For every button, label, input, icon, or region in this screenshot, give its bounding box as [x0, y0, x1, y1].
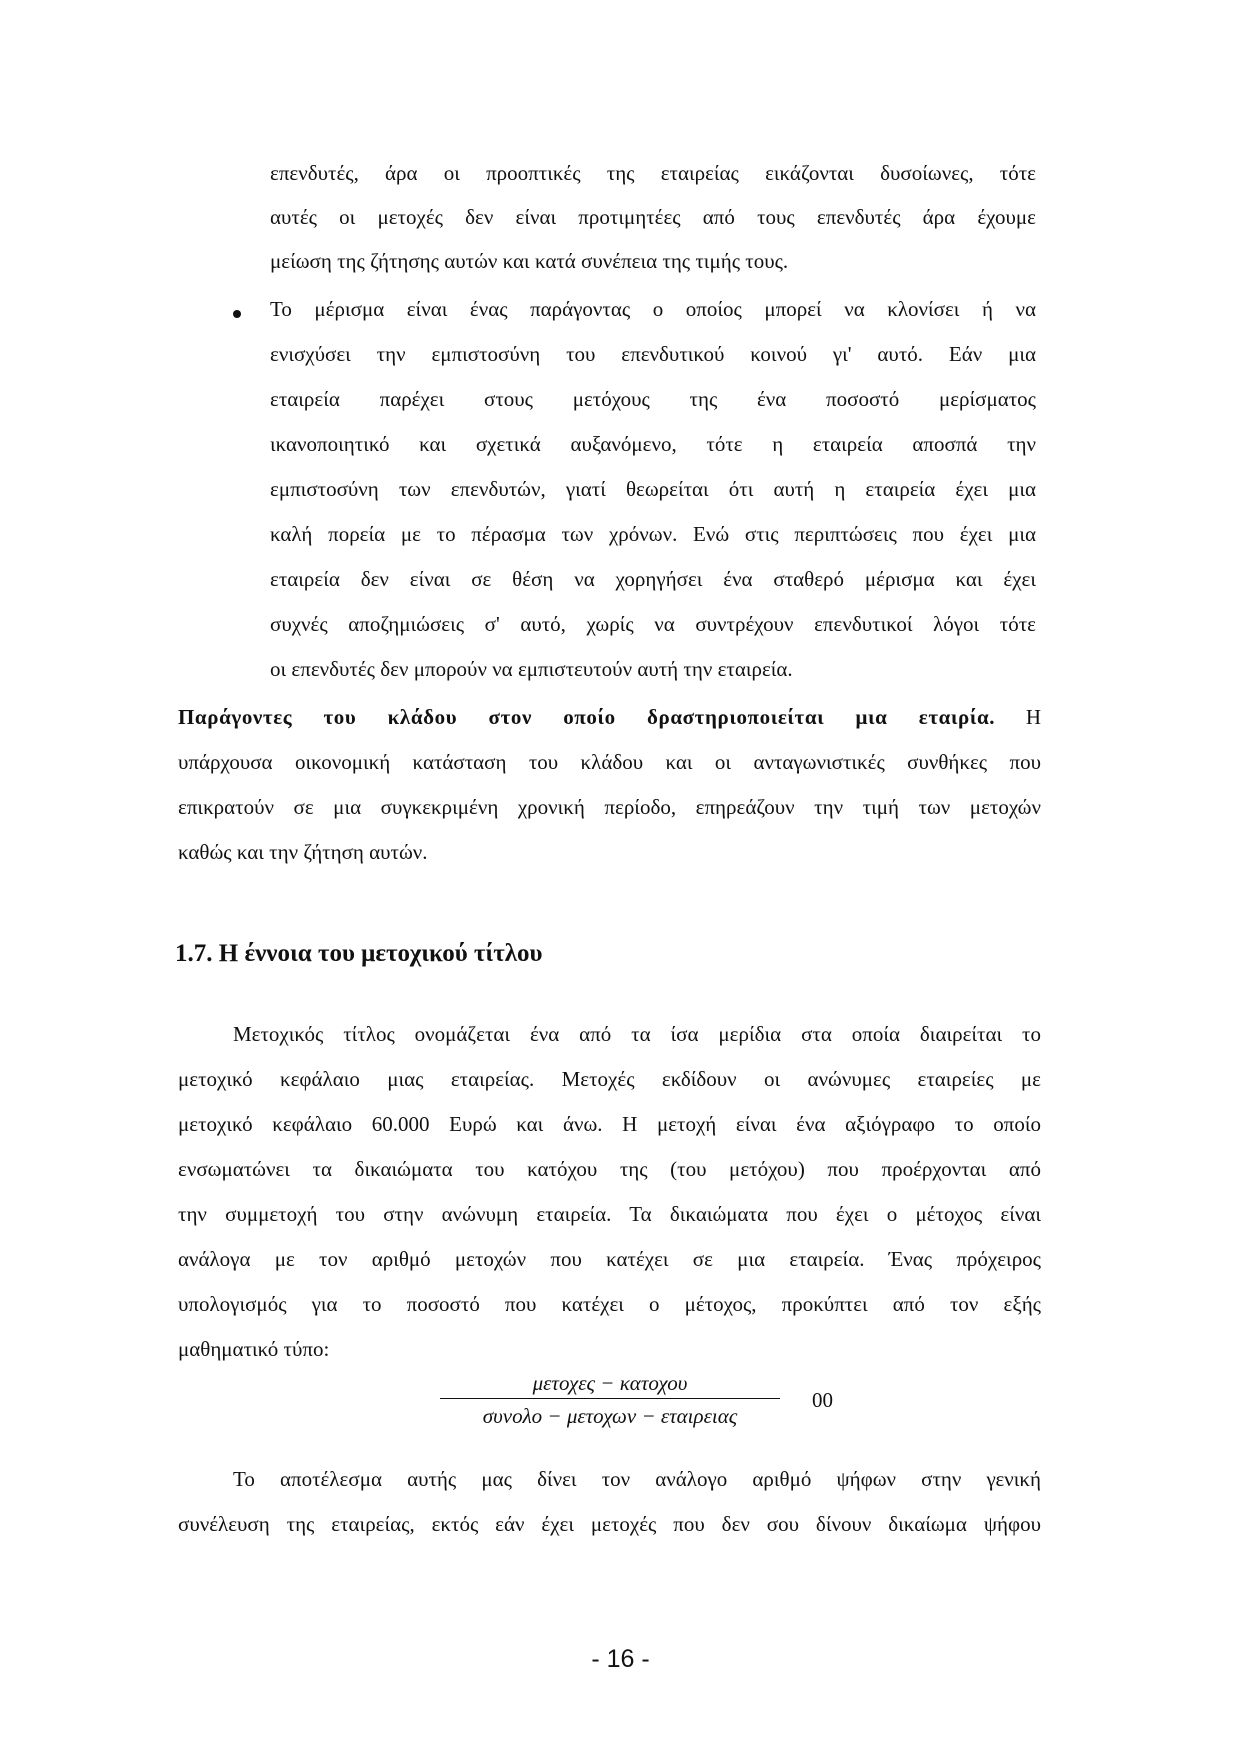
section-line-1: Μετοχικός τίτλος ονομάζεται ένα από τα ίσα μερίδια στα οποία διαιρείται το	[233, 1022, 1041, 1046]
section-line-3: μετοχικό κεφάλαιο 60.000 Ευρώ και άνω. Η μετοχή είναι ένα αξιόγραφο το οποίο	[178, 1112, 1041, 1136]
formula-suffix: 00	[812, 1388, 833, 1412]
closing-line-2: συνέλευση της εταιρείας, εκτός εάν έχει μετοχές που δεν σου δίνουν δικαίωμα ψήφου	[178, 1512, 1041, 1536]
formula-numerator: μετοχες − κατοχου	[532, 1371, 688, 1395]
bullet-1-line-1: επενδυτές, άρα οι προοπτικές της εταιρείας εικάζονται δυσοίωνες, τότε	[270, 161, 1036, 185]
bullet-2-line-7: εταιρεία δεν είναι σε θέση να χορηγήσει ένα σταθερό μέρισμα και έχει	[270, 567, 1036, 591]
bullet-2-line-1: Το μέρισμα είναι ένας παράγοντας ο οποίος μπορεί να κλονίσει ή να	[270, 297, 1036, 321]
section-line-8: μαθηματικό τύπο:	[178, 1337, 330, 1361]
bullet-2-line-6: καλή πορεία με το πέρασμα των χρόνων. Ενώ στις περιπτώσεις που έχει μια	[270, 522, 1036, 546]
bullet-2-line-9: οι επενδυτές δεν μπορούν να εμπιστευτούν αυτή την εταιρεία.	[270, 657, 793, 681]
bullet-2-line-5: εμπιστοσύνη των επενδυτών, γιατί θεωρείται ότι αυτή η εταιρεία έχει μια	[270, 477, 1036, 501]
section-line-4: ενσωματώνει τα δικαιώματα του κατόχου της (του μετόχου) που προέρχονται από	[178, 1157, 1041, 1181]
formula-denominator: συνολο − μετοχων − εταιρειας	[440, 1398, 780, 1429]
bullet-1-line-2: αυτές οι μετοχές δεν είναι προτιμητέες από τους επενδυτές άρα έχουμε	[270, 205, 1036, 229]
industry-bold-lead: Παράγοντες του κλάδου στον οποίο δραστηριοποιείται μια εταιρία.	[178, 705, 996, 729]
bullet-2-line-4: ικανοποιητικό και σχετικά αυξανόμενο, τότε η εταιρεία αποσπά την	[270, 432, 1036, 456]
industry-line-4: καθώς και την ζήτηση αυτών.	[178, 840, 428, 864]
bullet-1-line-3: μείωση της ζήτησης αυτών και κατά συνέπεια της τιμής τους.	[270, 249, 789, 273]
industry-first-line-rest: Η	[1025, 705, 1042, 729]
closing-line-1: Το αποτέλεσμα αυτής μας δίνει τον ανάλογο αριθμό ψήφων στην γενική	[233, 1467, 1041, 1491]
section-line-6: ανάλογα με τον αριθμό μετοχών που κατέχει σε μια εταιρεία. Ένας πρόχειρος	[178, 1247, 1041, 1271]
bullet-2-line-3: εταιρεία παρέχει στους μετόχους της ένα ποσοστό μερίσματος	[270, 387, 1036, 411]
section-line-5: την συμμετοχή του στην ανώνυμη εταιρεία. Τα δικαιώματα που έχει ο μέτοχος είναι	[178, 1202, 1041, 1226]
section-line-7: υπολογισμός για το ποσοστό που κατέχει ο μέτοχος, προκύπτει από τον εξής	[178, 1292, 1041, 1316]
section-heading: 1.7. Η έννοια του μετοχικού τίτλου	[175, 940, 543, 967]
industry-line-2: υπάρχουσα οικονομική κατάσταση του κλάδου και οι ανταγωνιστικές συνθήκες που	[178, 750, 1041, 774]
industry-line-3: επικρατούν σε μια συγκεκριμένη χρονική περίοδο, επηρεάζουν την τιμή των μετοχών	[178, 795, 1041, 819]
industry-first-line	[178, 704, 1041, 730]
bullet-marker	[233, 310, 241, 318]
section-line-2: μετοχικό κεφάλαιο μιας εταιρείας. Μετοχές εκδίδουν οι ανώνυμες εταιρείες με	[178, 1067, 1041, 1091]
bullet-2-line-2: ενισχύσει την εμπιστοσύνη του επενδυτικού κοινού γι' αυτό. Εάν μια	[270, 342, 1036, 366]
page-number: - 16 -	[591, 1645, 650, 1673]
bullet-2-line-8: συχνές αποζημιώσεις σ' αυτό, χωρίς να συντρέχουν επενδυτικοί λόγοι τότε	[270, 612, 1036, 636]
share-percentage-formula	[440, 1370, 780, 1429]
